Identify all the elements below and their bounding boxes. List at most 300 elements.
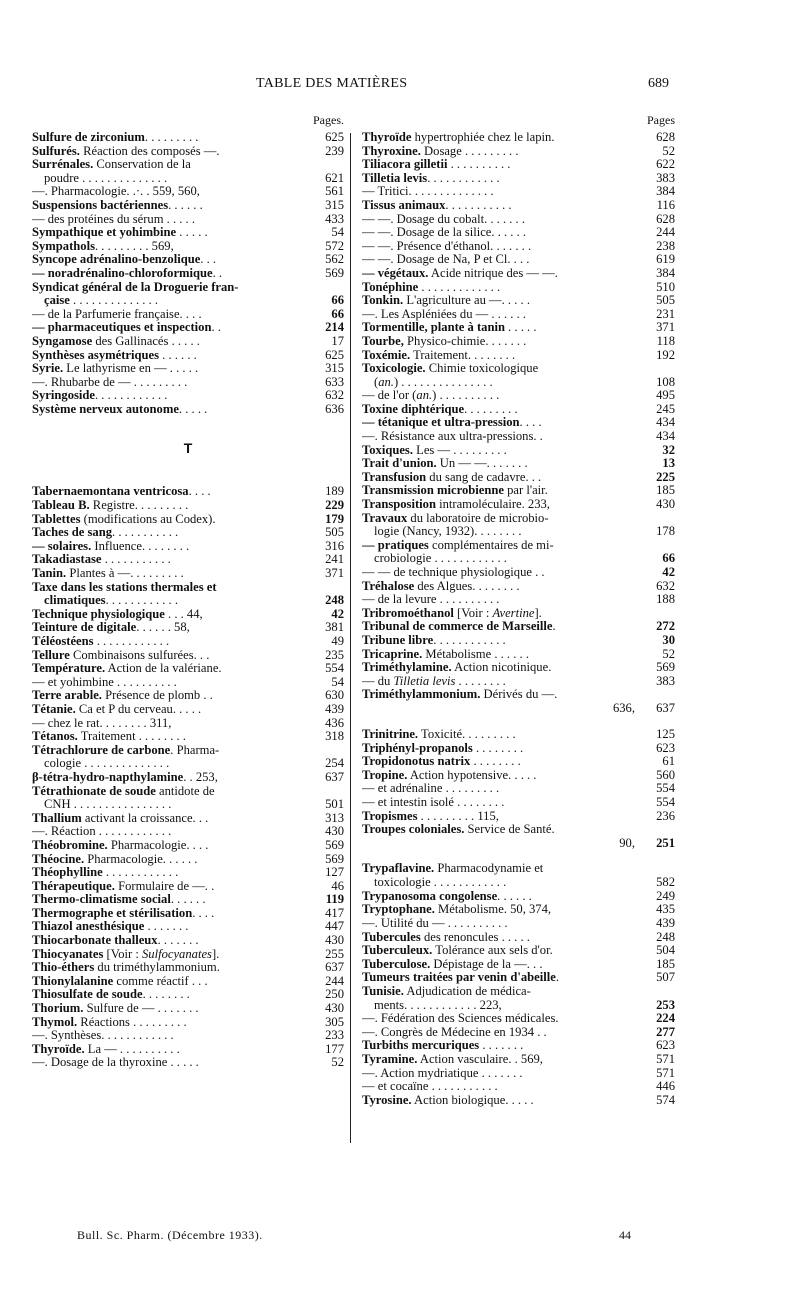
entry-page: 249 — [656, 889, 675, 903]
entry-page: 254 — [325, 757, 344, 771]
entry-text: Synthèses asymétriques . . . . . . — [32, 348, 197, 362]
index-entry — [362, 593, 675, 607]
entry-text: Thallium activant la croissance. . . — [32, 811, 209, 825]
index-entry — [362, 850, 675, 876]
index-entry — [32, 689, 344, 703]
entry-text: — végétaux. Acide nitrique des — —. — [362, 266, 558, 280]
index-entry — [362, 471, 675, 485]
entry-page: 622 — [656, 158, 675, 172]
index-entry — [32, 403, 344, 417]
index-entry — [32, 145, 344, 159]
index-entry — [362, 931, 675, 945]
entry-page: 384 — [656, 266, 675, 280]
entry-page: 32 — [662, 443, 675, 457]
entry-text: Trinitrine. Toxicité. . . . . . . . . — [362, 726, 516, 741]
entry-text: poudre . . . . . . . . . . . . . . — [44, 171, 168, 185]
index-entry — [362, 661, 675, 675]
entry-page: 554 — [656, 782, 675, 796]
entry-text: Tumeurs traitées par venin d'abeille. — [362, 971, 559, 985]
index-entry — [32, 798, 344, 812]
entry-text: Thiocyanates [Voir : Sulfocyanates]. — [32, 947, 220, 961]
entry-page: 637 — [325, 770, 344, 784]
entry-page: 42 — [331, 607, 344, 621]
entry-text: cologie . . . . . . . . . . . . . . — [44, 757, 170, 771]
index-entry — [32, 349, 344, 363]
entry-text: Transposition intramoléculaire. 233, — [362, 498, 550, 512]
entry-page: 628 — [656, 131, 675, 144]
entry-page: 632 — [325, 389, 344, 403]
index-entry — [362, 823, 675, 837]
entry-text: Tribromoéthanol [Voir : Avertine]. — [362, 606, 542, 620]
index-entry — [362, 688, 675, 702]
entry-text: Tableau B. Registre. . . . . . . . . — [32, 499, 189, 513]
entry-text: Tétrachlorure de carbone. Pharma- — [32, 743, 220, 757]
entry-text: — et intestin isolé . . . . . . . . — [362, 795, 505, 809]
entry-text: Syncope adrénalino-benzolique. . . — [32, 253, 217, 267]
entry-page: 239 — [325, 144, 344, 158]
entry-page: 305 — [325, 1015, 344, 1029]
entry-text: Température. Action de la valériane. — [32, 662, 222, 676]
entry-page: 244 — [656, 226, 675, 240]
entry-text: Sympathols. . . . . . . . . 569, — [32, 239, 174, 253]
entry-page: 434 — [656, 430, 675, 444]
entry-page: 572 — [325, 239, 344, 253]
entry-page: 17 — [331, 334, 344, 348]
entry-text: Trypaflavine. Pharmacodynamie et — [362, 861, 544, 876]
entry-text: Thiazol anesthésique . . . . . . . — [32, 920, 189, 934]
index-entry — [362, 403, 675, 417]
entry-text: — —. Dosage de la silice. . . . . . — [362, 226, 527, 240]
entry-text: crobiologie . . . . . . . . . . . . — [374, 552, 507, 566]
entry-page: 417 — [325, 906, 344, 920]
index-entry — [32, 362, 344, 376]
index-entry — [32, 199, 344, 213]
index-entry — [32, 485, 344, 499]
index-entry — [362, 389, 675, 403]
index-entry — [32, 131, 344, 145]
entry-page: 383 — [656, 171, 675, 185]
index-entry — [32, 676, 344, 690]
index-entry — [32, 975, 344, 989]
index-entry — [362, 145, 675, 159]
entry-text: Sulfurés. Réaction des composés —. — [32, 144, 220, 158]
entry-page: 574 — [656, 1093, 675, 1107]
index-entry — [362, 607, 675, 621]
entry-text: Trait d'union. Un — —. . . . . . . — [362, 457, 528, 471]
entry-page: 569 — [325, 852, 344, 866]
entry-text: — des protéines du sérum . . . . . — [32, 212, 195, 226]
entry-text: 90, — [619, 836, 635, 850]
index-entry — [32, 526, 344, 540]
entry-text: — de la Parfumerie française. . . . — [32, 307, 202, 321]
entry-text: — et yohimbine . . . . . . . . . . — [32, 675, 177, 689]
entry-text: Toxicologie. Chimie toxicologique — [362, 362, 539, 376]
entry-page: 447 — [325, 920, 344, 934]
entry-page: 52 — [331, 1056, 344, 1070]
entry-page: 318 — [325, 730, 344, 744]
entry-page: 501 — [325, 798, 344, 812]
index-entry — [32, 172, 344, 186]
entry-text: Thyroxine. Dosage . . . . . . . . . — [362, 144, 519, 158]
entry-page: 236 — [656, 809, 675, 823]
index-entry — [362, 620, 675, 634]
index-entry — [32, 253, 344, 267]
index-entry — [32, 635, 344, 649]
index-list-s — [32, 131, 344, 416]
index-entry — [362, 566, 675, 580]
index-entry — [362, 985, 675, 999]
index-entry — [32, 321, 344, 335]
entry-page: 127 — [325, 866, 344, 880]
entry-page: 439 — [325, 702, 344, 716]
entry-page: 125 — [656, 726, 675, 741]
index-entry — [32, 771, 344, 785]
entry-page: 510 — [656, 280, 675, 294]
entry-text: CNH . . . . . . . . . . . . . . . . — [44, 798, 172, 812]
entry-page: 507 — [656, 971, 675, 985]
page-number: 689 — [648, 76, 669, 91]
entry-text: Transfusion du sang de cadavre. . . — [362, 470, 542, 484]
entry-page: 233 — [325, 1029, 344, 1043]
index-entry — [32, 853, 344, 867]
entry-page: 225 — [656, 470, 675, 484]
entry-text: Trypanosoma congolense. . . . . . — [362, 889, 532, 903]
entry-page: 244 — [325, 974, 344, 988]
entry-text: Tyramine. Action vasculaire. . 569, — [362, 1053, 543, 1066]
entry-page: 177 — [325, 1042, 344, 1056]
entry-text: Tonéphine . . . . . . . . . . . . . — [362, 280, 501, 294]
index-entry — [32, 866, 344, 880]
index-entry — [32, 335, 344, 349]
entry-text: Taxe dans les stations thermales et — [32, 580, 217, 594]
entry-text: — —. Dosage de Na, P et Cl. . . . — [362, 253, 530, 267]
index-entry — [362, 253, 675, 267]
index-entry — [362, 1012, 675, 1026]
entry-page: 569 — [656, 661, 675, 675]
entry-text: çaise . . . . . . . . . . . . . . — [44, 294, 159, 308]
index-entry — [362, 430, 675, 444]
index-entry — [362, 484, 675, 498]
entry-page: 504 — [656, 944, 675, 958]
entry-text: Tribune libre. . . . . . . . . . . . — [362, 633, 506, 647]
index-entry — [362, 1080, 675, 1094]
index-entry — [32, 185, 344, 199]
entry-text: Surrénales. Conservation de la — [32, 158, 191, 172]
entry-text: — pharmaceutiques et inspection. . — [32, 321, 221, 335]
entry-page: 66 — [331, 294, 344, 308]
index-entry — [362, 944, 675, 958]
index-entry — [32, 1002, 344, 1016]
entry-text: Transmission microbienne par l'air. — [362, 484, 548, 498]
entry-text: logie (Nancy, 1932). . . . . . . . — [374, 525, 522, 539]
entry-page: 118 — [656, 334, 675, 348]
index-entry — [32, 567, 344, 581]
index-entry — [362, 1094, 675, 1108]
pages-label-right: Pages — [647, 113, 675, 127]
entry-page: 108 — [656, 375, 675, 389]
entry-page: 52 — [662, 144, 675, 158]
index-entry — [32, 948, 344, 962]
page-footer — [0, 1228, 800, 1248]
index-entry — [32, 934, 344, 948]
entry-text: Syrie. Le lathyrisme en — . . . . . — [32, 362, 199, 376]
page-title: TABLE DES MATIÈRES — [256, 76, 408, 91]
index-entry — [362, 444, 675, 458]
index-entry — [362, 226, 675, 240]
entry-page: 433 — [325, 212, 344, 226]
index-entry — [362, 281, 675, 295]
entry-text: — — de technique physiologique . . — [362, 566, 545, 579]
entry-page: 229 — [325, 499, 344, 513]
entry-page: 192 — [656, 348, 675, 362]
index-entry — [362, 335, 675, 349]
entry-text: Tréhalose des Algues. . . . . . . . — [362, 579, 520, 593]
index-entry — [362, 131, 675, 145]
index-entry — [32, 961, 344, 975]
index-entry — [362, 903, 675, 917]
entry-text: Thio-éthers du triméthylammonium. — [32, 961, 220, 975]
entry-page: 628 — [656, 212, 675, 226]
entry-text: (an.) . . . . . . . . . . . . . . . — [374, 375, 493, 389]
entry-page: 569 — [325, 266, 344, 280]
entry-page: 253 — [656, 998, 675, 1012]
index-entry — [362, 512, 675, 526]
entry-page: 238 — [656, 239, 675, 253]
entry-text: Teinture de digitale. . . . . . 58, — [32, 621, 190, 635]
index-entry — [32, 907, 344, 921]
index-entry — [32, 158, 344, 172]
index-entry — [362, 648, 675, 662]
entry-page: 623 — [656, 741, 675, 755]
index-entry — [362, 1067, 675, 1081]
entry-page: 561 — [325, 185, 344, 199]
journal-reference: Bull. Sc. Pharm. (Décembre 1933). — [77, 1228, 263, 1242]
entry-page: 179 — [325, 512, 344, 526]
entry-page: 430 — [325, 825, 344, 839]
entry-page: 430 — [656, 498, 675, 512]
index-entry — [32, 988, 344, 1002]
index-entry — [362, 321, 675, 335]
column-divider — [350, 133, 351, 1143]
entry-page: 315 — [325, 198, 344, 212]
entry-text: Tilletia levis. . . . . . . . . . . . — [362, 171, 500, 185]
entry-text: Tormentille, plante à tanin . . . . . — [362, 321, 537, 335]
entry-page: 623 — [656, 1039, 675, 1053]
pages-label-left: Pages. — [313, 113, 344, 127]
index-entry — [32, 581, 344, 595]
entry-text: — et cocaïne . . . . . . . . . . . — [362, 1080, 498, 1094]
entry-page: 637 — [325, 961, 344, 975]
entry-page: 54 — [331, 675, 344, 689]
left-column — [32, 112, 344, 1070]
entry-text: — Tritici. . . . . . . . . . . . . . — [362, 185, 494, 199]
entry-text: Théophylline . . . . . . . . . . . . — [32, 866, 179, 880]
entry-text: Terre arable. Présence de plomb . . — [32, 689, 213, 703]
index-entry — [32, 226, 344, 240]
entry-page: 178 — [656, 525, 675, 539]
index-entry — [362, 971, 675, 985]
entry-text: Théobromine. Pharmacologie. . . . — [32, 838, 209, 852]
entry-text: Tryptophane. Métabolisme. 50, 374, — [362, 903, 552, 917]
index-entry — [32, 730, 344, 744]
entry-text: Thorium. Sulfure de — . . . . . . . — [32, 1002, 199, 1016]
entry-page: 313 — [325, 811, 344, 825]
index-entry — [362, 539, 675, 553]
entry-text: —. Résistance aux ultra-pressions. . — [362, 430, 543, 444]
entry-page: 371 — [325, 567, 344, 581]
index-entry — [362, 457, 675, 471]
entry-page: 241 — [325, 553, 344, 567]
entry-page: 637 — [656, 701, 675, 715]
entry-text: Tonkin. L'agriculture au —. . . . . — [362, 294, 530, 308]
entry-text: Suspensions bactériennes. . . . . . — [32, 198, 203, 212]
index-entry — [362, 782, 675, 796]
entry-page: 636 — [325, 402, 344, 416]
entry-text: —. Action mydriatique . . . . . . . — [362, 1066, 523, 1080]
entry-text: Thermo-climatisme social. . . . . . — [32, 893, 206, 907]
entry-text: —. Les Aspléniées du — . . . . . . — [362, 307, 527, 321]
entry-page: 42 — [662, 566, 675, 579]
index-entry — [362, 294, 675, 308]
index-entry — [362, 796, 675, 810]
entry-page: 562 — [325, 253, 344, 267]
entry-text: Syngamose des Gallinacés . . . . . — [32, 334, 200, 348]
entry-text: Sulfure de zirconium. . . . . . . . . — [32, 131, 199, 144]
entry-text: Tunisie. Adjudication de médica- — [362, 985, 531, 999]
entry-page: 505 — [325, 526, 344, 540]
entry-text: Triméthylammonium. Dérivés du —. — [362, 688, 558, 702]
index-entry — [32, 553, 344, 567]
entry-text: Tiliacora gilletii . . . . . . . . . . — [362, 158, 511, 172]
entry-text: 636, — [612, 701, 635, 715]
entry-page: 255 — [325, 947, 344, 961]
index-entry — [32, 920, 344, 934]
index-entry — [362, 810, 675, 824]
entry-page: 554 — [325, 662, 344, 676]
entry-text: Toxine diphtérique. . . . . . . . . — [362, 402, 518, 416]
entry-text: Tuberculeux. Tolérance aux sels d'or. — [362, 944, 553, 958]
entry-page: 446 — [656, 1080, 675, 1094]
entry-page: 430 — [325, 934, 344, 948]
entry-text: —. Réaction . . . . . . . . . . . . — [32, 825, 172, 839]
entry-text: Tribunal de commerce de Marseille. — [362, 620, 556, 634]
entry-text: Tropidonotus natrix . . . . . . . . — [362, 755, 521, 769]
entry-page: 625 — [325, 348, 344, 362]
entry-page: 571 — [656, 1053, 675, 1066]
entry-text: Toxémie. Traitement. . . . . . . . — [362, 348, 516, 362]
index-entry — [362, 267, 675, 281]
entry-page: 315 — [325, 362, 344, 376]
entry-page: 116 — [656, 198, 675, 212]
index-entry — [362, 580, 675, 594]
entry-page: 435 — [656, 903, 675, 917]
entry-text: — de la levure . . . . . . . . . . — [362, 593, 500, 607]
index-entry — [362, 1026, 675, 1040]
index-entry — [362, 213, 675, 227]
index-entry — [32, 540, 344, 554]
index-entry — [362, 634, 675, 648]
entry-text: Tablettes (modifications au Codex). — [32, 512, 216, 526]
entry-page: 214 — [325, 321, 344, 335]
entry-page: 13 — [662, 457, 675, 471]
entry-text: Théocine. Pharmacologie. . . . . . — [32, 852, 198, 866]
entry-page: 119 — [325, 893, 344, 907]
index-entry — [32, 744, 344, 758]
entry-page: 569 — [325, 838, 344, 852]
entry-text: Tubercules des renoncules . . . . . — [362, 930, 530, 944]
entry-text: — de l'or (an.) . . . . . . . . . . — [362, 389, 500, 403]
entry-page: 188 — [656, 593, 675, 607]
entry-text: — chez le rat. . . . . . . . 311, — [32, 716, 172, 730]
index-entry — [362, 675, 675, 689]
index-list-right — [362, 131, 675, 1107]
entry-text: Tétanos. Traitement . . . . . . . . — [32, 730, 186, 744]
index-entry — [362, 702, 675, 716]
entry-page: 189 — [325, 485, 344, 499]
index-entry — [362, 240, 675, 254]
entry-text: β-tétra-hydro-napthylamine. . 253, — [32, 770, 218, 784]
entry-text: Tellure Combinaisons sulfurées. . . — [32, 648, 210, 662]
entry-text: Troupes coloniales. Service de Santé. — [362, 823, 555, 837]
index-entry — [32, 376, 344, 390]
index-entry — [32, 1016, 344, 1030]
entry-text: Tyrosine. Action biologique. . . . . — [362, 1093, 534, 1107]
index-entry — [32, 785, 344, 799]
index-entry — [32, 267, 344, 281]
index-entry — [362, 769, 675, 783]
page-header — [0, 76, 800, 96]
entry-page: 436 — [325, 716, 344, 730]
entry-page: 66 — [662, 552, 675, 566]
index-entry — [362, 172, 675, 186]
index-entry — [32, 825, 344, 839]
index-entry — [32, 608, 344, 622]
entry-text: —. Synthèses. . . . . . . . . . . . — [32, 1029, 174, 1043]
entry-text: Tabernaemontana ventricosa. . . . — [32, 485, 211, 499]
entry-page: 251 — [656, 836, 675, 850]
entry-page: 383 — [656, 674, 675, 688]
entry-page: 619 — [656, 253, 675, 267]
index-entry — [362, 742, 675, 756]
entry-page: 235 — [325, 648, 344, 662]
entry-page: 66 — [331, 307, 344, 321]
entry-page: 185 — [656, 484, 675, 498]
index-entry — [32, 281, 344, 295]
entry-text: Tricaprine. Métabolisme . . . . . . — [362, 647, 529, 661]
entry-page: 49 — [331, 635, 344, 648]
index-entry — [32, 893, 344, 907]
index-list-t — [32, 485, 344, 1070]
entry-text: Tuberculose. Dépistage de la —. . . — [362, 957, 543, 971]
entry-page: 625 — [325, 131, 344, 144]
index-entry — [32, 757, 344, 771]
index-entry — [362, 376, 675, 390]
entry-page: 245 — [656, 402, 675, 416]
index-entry — [362, 1053, 675, 1067]
entry-page: 248 — [656, 930, 675, 944]
index-entry — [362, 716, 675, 742]
entry-text: —. Congrès de Médecine en 1934 . . — [362, 1025, 547, 1039]
index-entry — [362, 498, 675, 512]
index-entry — [32, 717, 344, 731]
entry-page: 52 — [662, 647, 675, 661]
entry-text: —. Dosage de la thyroxine . . . . . — [32, 1056, 199, 1070]
index-entry — [32, 839, 344, 853]
entry-page: 224 — [656, 1012, 675, 1026]
index-entry — [362, 890, 675, 904]
entry-text: — tétanique et ultra-pression. . . . — [362, 416, 542, 430]
entry-text: —. Rhubarbe de — . . . . . . . . . — [32, 375, 188, 389]
